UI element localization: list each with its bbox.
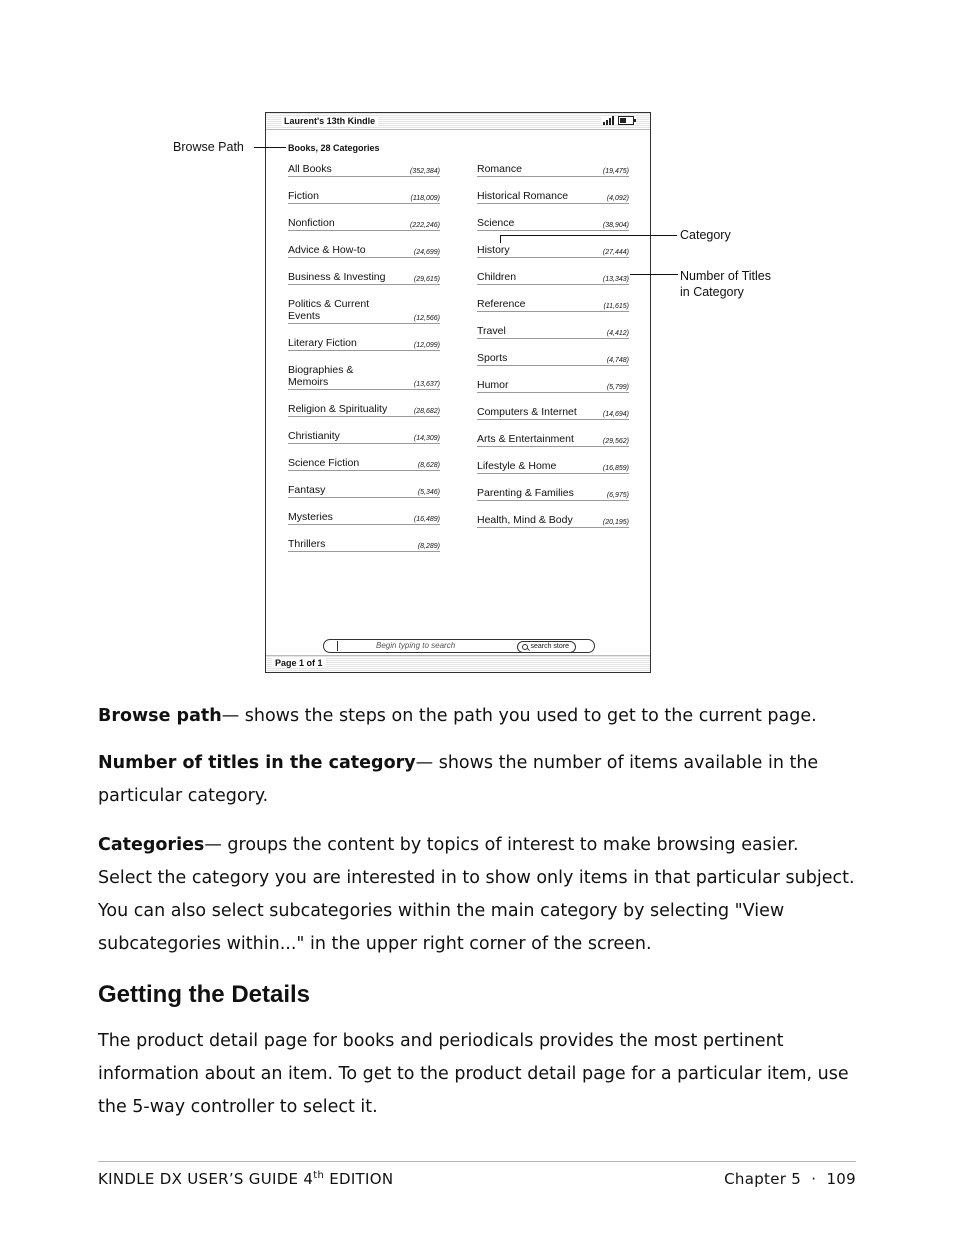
desc-categories: — groups the content by topics of interest to make browsing easier. Select the category you are interested in to show only items in that particular subject. You can also select subcategories within the main category by selecting "View subcategories within..." in the upper right corner of the screen. <box>98 835 855 954</box>
category-count: (5,799) <box>606 384 629 391</box>
category-item[interactable] <box>288 190 440 204</box>
search-store-label: search store <box>530 643 569 650</box>
footer-chapter-page: Chapter 5 · 109 <box>724 1170 856 1188</box>
category-item[interactable] <box>288 217 440 231</box>
callout-line-number-of-titles <box>630 274 678 275</box>
category-name: Biographies & Memoirs <box>288 364 354 388</box>
category-count: (4,412) <box>606 330 629 337</box>
category-list-left <box>288 163 440 565</box>
category-name: Science <box>477 217 515 229</box>
category-item[interactable] <box>288 403 440 417</box>
category-name: Nonfiction <box>288 217 335 229</box>
paragraph-getting-details: The product detail page for books and periodicals provides the most pertinent information about an item. To get to the product detail page for a particular item, use the 5-way controller to select it. <box>98 1031 849 1117</box>
category-item[interactable] <box>477 379 629 393</box>
kindle-search-bar[interactable] <box>323 639 595 653</box>
kindle-status-indicators <box>601 116 636 125</box>
category-item[interactable] <box>288 538 440 552</box>
battery-icon <box>618 116 634 125</box>
category-name: Advice & How-to <box>288 244 366 256</box>
category-count: (29,615) <box>413 276 440 283</box>
category-count: (8,289) <box>417 543 440 550</box>
category-name: Fiction <box>288 190 319 202</box>
category-name: Business & Investing <box>288 271 386 283</box>
category-count: (14,309) <box>413 435 440 442</box>
desc-browse-path: — shows the steps on the path you used to get to the current page. <box>221 706 817 726</box>
category-count: (29,562) <box>602 438 629 445</box>
search-store-button[interactable] <box>517 641 576 653</box>
category-count: (16,489) <box>413 516 440 523</box>
category-count: (24,699) <box>413 249 440 256</box>
category-item[interactable] <box>288 430 440 444</box>
category-name: Parenting & Families <box>477 487 574 499</box>
category-name: Romance <box>477 163 522 175</box>
category-count: (222,246) <box>410 222 440 229</box>
category-item[interactable] <box>477 163 629 177</box>
kindle-title-bar <box>266 113 650 130</box>
category-name: Children <box>477 271 517 283</box>
category-name: All Books <box>288 163 332 175</box>
term-number-of-titles: Number of titles in the category <box>98 753 416 773</box>
category-count: (20,195) <box>602 519 629 526</box>
category-count: (6,975) <box>606 492 629 499</box>
category-item[interactable] <box>288 484 440 498</box>
kindle-screenshot <box>265 112 651 673</box>
category-list-right <box>477 163 629 541</box>
text-cursor-icon <box>337 641 338 651</box>
category-count: (14,694) <box>602 411 629 418</box>
callout-number-of-titles-line1: Number of Titles <box>680 269 772 283</box>
kindle-device-title: Laurent's 13th Kindle <box>281 116 378 126</box>
category-item[interactable] <box>477 487 629 501</box>
category-item[interactable] <box>477 433 629 447</box>
desc-number-of-titles: — shows the number of items available in the particular category. <box>98 753 819 806</box>
term-categories: Categories <box>98 835 205 855</box>
category-item[interactable] <box>477 514 629 528</box>
callout-number-of-titles-line2: in Category <box>680 285 744 299</box>
category-name: Thrillers <box>288 538 326 550</box>
term-browse-path: Browse path <box>98 706 222 726</box>
category-item[interactable] <box>477 352 629 366</box>
footer-title-suffix: EDITION <box>324 1170 394 1188</box>
category-name: Computers & Internet <box>477 406 577 418</box>
paragraph-number-of-titles <box>98 747 858 813</box>
category-name: Reference <box>477 298 526 310</box>
category-count: (11,615) <box>603 303 629 310</box>
footer-divider <box>98 1161 856 1162</box>
category-name: Sports <box>477 352 508 364</box>
search-icon <box>522 644 528 650</box>
category-count: (38,904) <box>602 222 629 229</box>
category-item[interactable] <box>477 190 629 204</box>
category-item[interactable] <box>288 298 440 324</box>
category-item[interactable] <box>477 298 629 312</box>
category-count: (27,444) <box>602 249 629 256</box>
category-name: Health, Mind & Body <box>477 514 573 526</box>
category-name: Politics & Current Events <box>288 298 370 322</box>
category-name: Historical Romance <box>477 190 569 202</box>
category-item[interactable] <box>288 511 440 525</box>
category-name: Religion & Spirituality <box>288 403 388 415</box>
signal-strength-icon <box>603 116 614 125</box>
category-item[interactable] <box>288 364 440 390</box>
category-name: Lifestyle & Home <box>477 460 557 472</box>
footer-title-sup: th <box>313 1170 325 1181</box>
callout-browse-path: Browse Path <box>173 140 244 154</box>
category-item[interactable] <box>288 163 440 177</box>
category-count: (28,682) <box>413 408 440 415</box>
paragraph-categories <box>98 829 858 961</box>
category-item[interactable] <box>477 271 629 285</box>
callout-line-category-tick <box>500 235 501 243</box>
callout-line-browse-path <box>254 147 286 148</box>
category-count: (8,628) <box>417 462 440 469</box>
category-name: Travel <box>477 325 506 337</box>
category-item[interactable] <box>477 460 629 474</box>
category-item[interactable] <box>288 244 440 258</box>
category-name: Christianity <box>288 430 340 442</box>
page-indicator: Page 1 of 1 <box>272 658 326 668</box>
category-name: Humor <box>477 379 509 391</box>
footer-guide-title <box>98 1170 393 1188</box>
category-count: (19,475) <box>602 168 629 175</box>
category-item[interactable] <box>288 271 440 285</box>
category-name: History <box>477 244 510 256</box>
category-count: (5,346) <box>417 489 440 496</box>
kindle-browse-path: Books, 28 Categories <box>288 143 380 153</box>
category-count: (352,384) <box>410 168 440 175</box>
paragraph-browse-path <box>98 700 858 733</box>
category-count: (4,748) <box>606 357 629 364</box>
category-name: Literary Fiction <box>288 337 357 349</box>
category-count: (12,566) <box>413 315 440 322</box>
category-item[interactable] <box>477 217 629 231</box>
kindle-footer-bar <box>266 655 650 672</box>
section-heading: Getting the Details <box>98 981 311 1008</box>
category-name: Mysteries <box>288 511 333 523</box>
category-item[interactable] <box>477 325 629 339</box>
category-name: Science Fiction <box>288 457 360 469</box>
search-placeholder: Begin typing to search <box>376 641 456 650</box>
callout-category: Category <box>680 228 731 242</box>
category-item[interactable] <box>477 244 629 258</box>
category-count: (13,343) <box>602 276 629 283</box>
category-count: (118,009) <box>410 195 440 202</box>
category-count: (4,092) <box>606 195 629 202</box>
category-count: (13,637) <box>413 381 440 388</box>
category-item[interactable] <box>288 457 440 471</box>
callout-line-category <box>500 235 677 236</box>
category-count: (16,859) <box>602 465 629 472</box>
category-count: (12,099) <box>413 342 440 349</box>
category-name: Arts & Entertainment <box>477 433 574 445</box>
category-item[interactable] <box>477 406 629 420</box>
footer-title-prefix: KINDLE DX USER’S GUIDE 4 <box>98 1170 314 1188</box>
category-name: Fantasy <box>288 484 326 496</box>
category-item[interactable] <box>288 337 440 351</box>
